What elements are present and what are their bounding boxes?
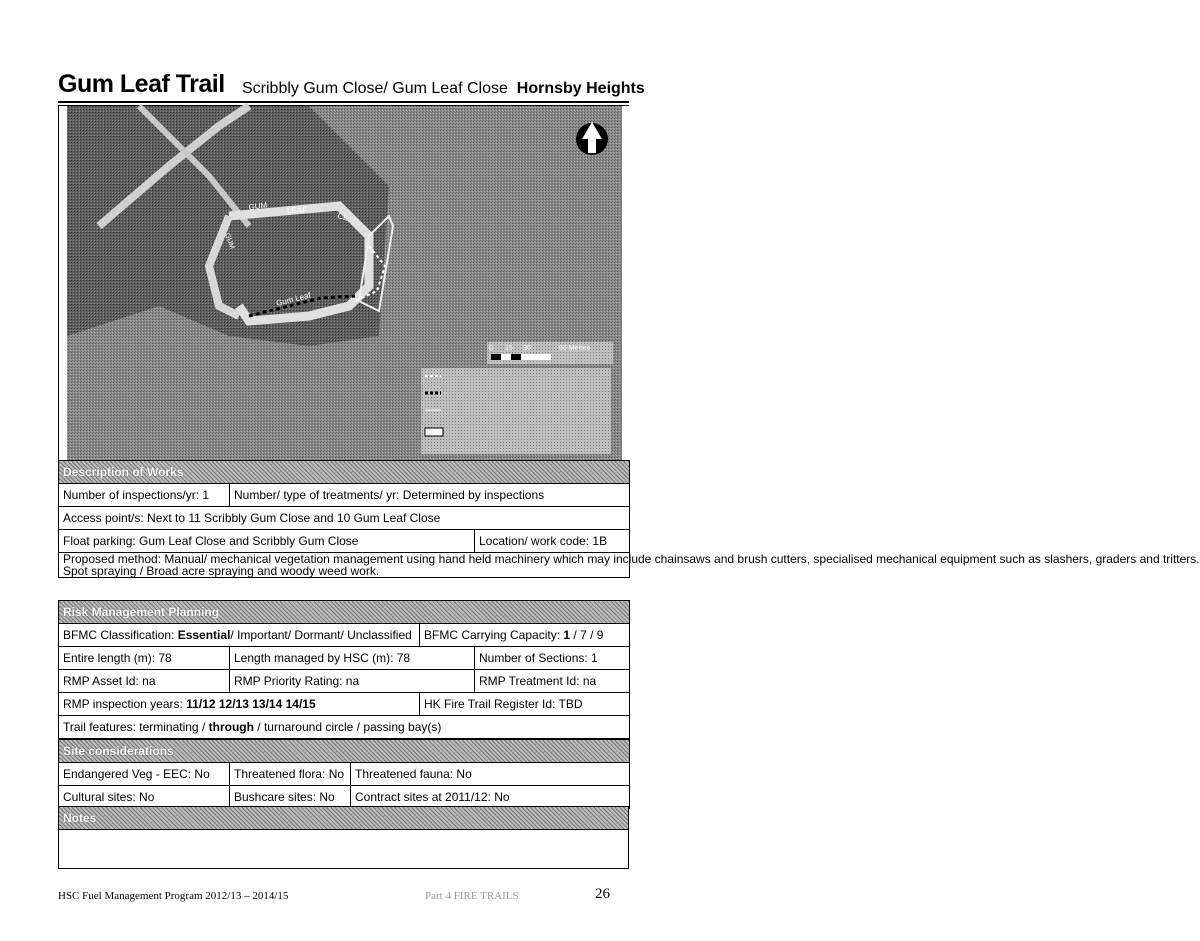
register-cell: HK Fire Trail Register Id: TBD	[420, 693, 630, 716]
scale-tick-0: 0	[489, 345, 493, 352]
map-label-trail: Gum Leaf	[275, 290, 312, 308]
map-legend	[421, 368, 611, 454]
street-names: Scribbly Gum Close/ Gum Leaf Close	[242, 80, 508, 97]
scale-tick-60: 60 Metres	[559, 345, 591, 352]
risk-table	[58, 600, 630, 739]
notes-table	[58, 806, 629, 869]
method-text: Proposed method: Manual/ mechanical vegetation management using hand held machinery which may include chainsaws and brush cutters, specialised mechanical equipment such as slashers, graders and tritters.	[63, 552, 1200, 566]
contract-cell: Contract sites at 2011/12: No	[351, 786, 630, 809]
trail-map	[58, 105, 629, 460]
site-table	[58, 739, 630, 809]
access-cell: Access point/s: Next to 11 Scribbly Gum Close and 10 Gum Leaf Close	[59, 507, 630, 530]
map-image	[59, 106, 630, 461]
treatment-id-cell: RMP Treatment Id: na	[475, 670, 630, 693]
map-label-leaf: LEAF	[287, 206, 308, 215]
risk-heading: Risk Management Planning	[59, 601, 630, 624]
footer-part: Part 4 FIRE TRAILS	[425, 890, 519, 902]
bfmc-capacity-cell: BFMC Carrying Capacity: 1 / 7 / 9	[420, 624, 630, 647]
page-number: 26	[595, 886, 610, 902]
notes-heading: Notes	[59, 807, 629, 830]
footer-program: HSC Fuel Management Program 2012/13 – 2014/15	[58, 890, 289, 902]
map-label-cl: CL	[336, 211, 349, 223]
page-title: Gum Leaf Trail	[58, 70, 225, 98]
fauna-cell: Threatened fauna: No	[351, 763, 630, 786]
treatments-cell: Number/ type of treatments/ yr: Determined by inspections	[230, 484, 630, 507]
map-label-gum-vertical: GUM	[223, 232, 236, 251]
title-row	[58, 70, 645, 102]
suburb-name: Hornsby Heights	[516, 80, 645, 97]
length-managed-cell: Length managed by HSC (m): 78	[230, 647, 475, 670]
sections-cell: Number of Sections: 1	[475, 647, 630, 670]
title-rule	[58, 101, 629, 103]
trail-location	[242, 80, 645, 98]
description-table	[58, 460, 1200, 578]
bfmc-classification-cell: BFMC Classification: Essential/ Important/ Dormant/ Unclassified	[59, 624, 420, 647]
priority-cell: RMP Priority Rating: na	[230, 670, 475, 693]
notes-body	[59, 830, 629, 869]
float-parking-cell: Float parking: Gum Leaf Close and Scribbly Gum Close	[59, 530, 475, 553]
bushcare-cell: Bushcare sites: No	[230, 786, 351, 809]
scale-tick-15: 15	[505, 345, 513, 352]
inspection-years-cell: RMP inspection years: 11/12 12/13 13/14 14/15	[59, 693, 420, 716]
cultural-cell: Cultural sites: No	[59, 786, 230, 809]
site-heading: Site considerations	[59, 740, 630, 763]
description-heading: Description of Works	[59, 461, 630, 484]
method-text-2: Spot spraying / Broad acre spraying and woody weed work.	[63, 564, 380, 578]
method-cell	[59, 552, 1200, 578]
location-code-cell: Location/ work code: 1B	[475, 530, 630, 553]
eec-cell: Endangered Veg - EEC: No	[59, 763, 230, 786]
flora-cell: Threatened flora: No	[230, 763, 351, 786]
asset-id-cell: RMP Asset Id: na	[59, 670, 230, 693]
scale-tick-30: 30	[523, 345, 531, 352]
trail-features-cell: Trail features: terminating / through / turnaround circle / passing bay(s)	[59, 716, 630, 739]
entire-length-cell: Entire length (m): 78	[59, 647, 230, 670]
map-label-gum: GUM	[248, 200, 268, 212]
scale-bar	[487, 342, 613, 364]
inspections-cell: Number of inspections/yr: 1	[59, 484, 230, 507]
